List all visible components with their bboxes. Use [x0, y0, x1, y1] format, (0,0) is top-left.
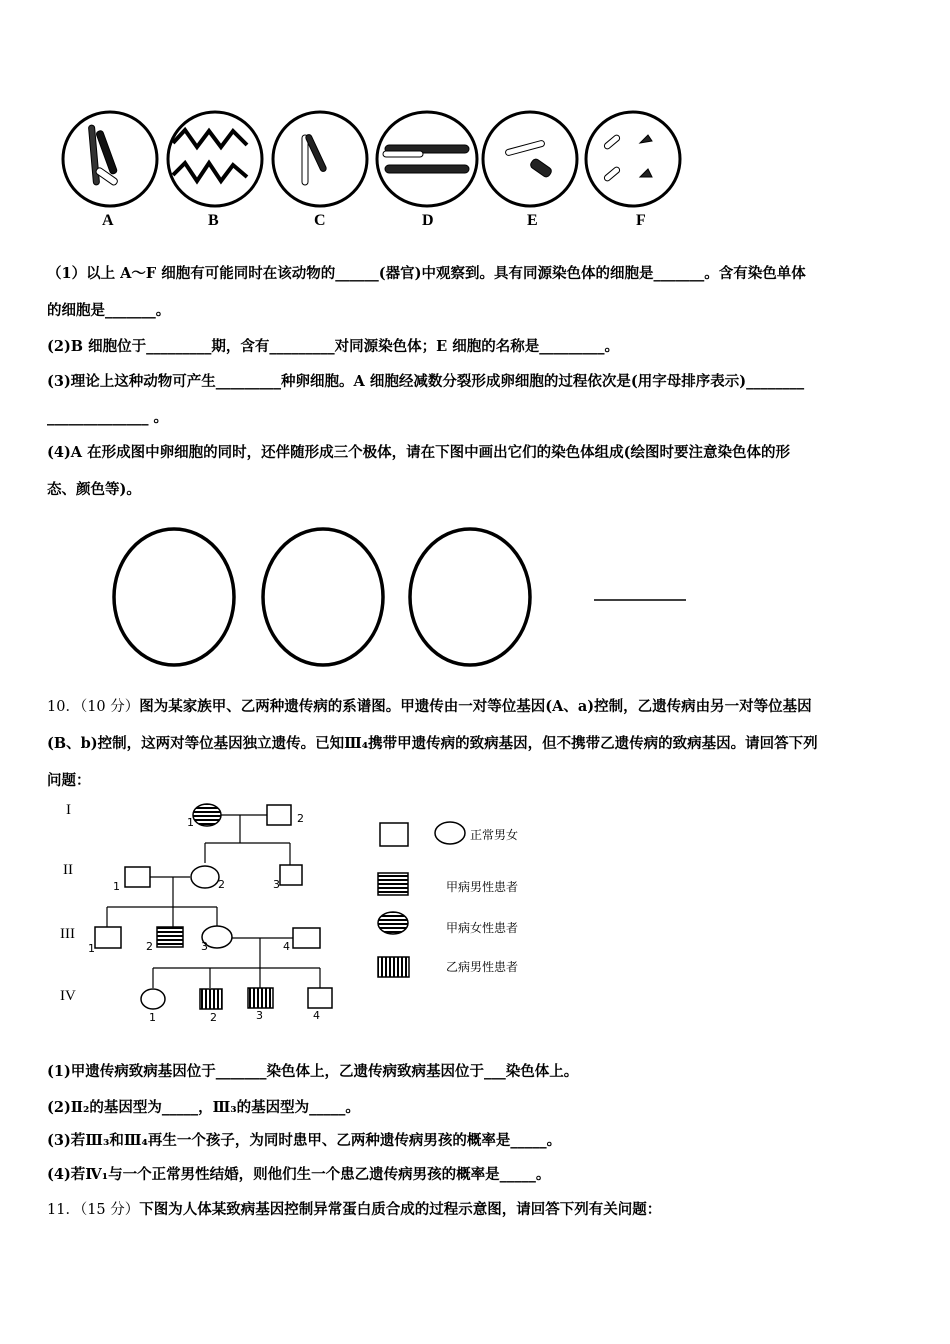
cell-circles	[55, 105, 695, 215]
legend-jia-female-label: 甲病女性患者	[446, 921, 519, 935]
num-IV1: 1	[149, 1011, 156, 1024]
num-III1: 1	[88, 942, 95, 955]
pedigree-II3-male	[280, 865, 302, 885]
pedigree-I1-female-jia	[193, 804, 221, 826]
q10-part1: (1)甲遗传病致病基因位于_______染色体上，乙遗传病致病基因位于___染色体上。	[47, 1063, 579, 1080]
q11-number: 11．（15 分）	[47, 1202, 140, 1218]
pedigree-II1-male	[125, 867, 150, 887]
q10-intro-line2: (B、b)控制，这两对等位基因独立遗传。已知Ⅲ₄携带甲遗传病的致病基因，但不携带乙遗传病的致病基因。请回答下列	[47, 735, 818, 752]
num-I2: 2	[297, 812, 304, 825]
legend-normal-female-icon	[435, 822, 465, 844]
legend-normal-label: 正常男女	[470, 828, 519, 842]
cell-d	[377, 112, 477, 206]
cell-f	[586, 112, 680, 206]
legend-jia-male-label: 甲病男性患者	[446, 880, 519, 894]
num-IV2: 2	[210, 1011, 217, 1024]
num-IV3: 3	[256, 1009, 263, 1022]
q9-part4-line2: 态、颜色等)。	[47, 481, 141, 498]
legend-normal-male-icon	[380, 823, 408, 846]
pedigree-III2-male-jia	[157, 927, 183, 947]
generation-label-I: I	[66, 802, 71, 818]
pedigree-III1-male	[95, 927, 121, 948]
blank-drawing-area	[110, 525, 700, 670]
pedigree-II2-female	[191, 866, 219, 888]
pedigree-I2-male	[267, 805, 291, 825]
q11-intro-text: 下图为人体某致病基因控制异常蛋白质合成的过程示意图，请回答下列有关问题：	[139, 1201, 662, 1218]
q9-part1-line1: （1）以上 A～F 细胞有可能同时在该动物的______(器官)中观察到。具有同源染色体的细胞是_______。含有染色单体	[47, 265, 806, 282]
q10-intro-line1	[47, 695, 812, 716]
q10-number: 10．（10 分）	[47, 699, 140, 715]
pedigree-IV2-male-yi	[200, 989, 222, 1009]
legend-yi-male-label: 乙病男性患者	[446, 960, 519, 974]
cell-e	[483, 112, 577, 206]
num-III4: 4	[283, 940, 290, 953]
pedigree-IV3-male-yi	[248, 988, 273, 1008]
q9-part3-line2: ______________ 。	[47, 409, 169, 426]
legend-jia-male-icon	[378, 873, 408, 895]
num-II1: 1	[113, 880, 120, 893]
cell-label-e: E	[527, 212, 538, 229]
q9-part2: (2)B 细胞位于_________期，含有_________对同源染色体；E 细胞的名称是_________。	[47, 338, 619, 355]
blank-circle-2	[263, 529, 383, 665]
num-III3: 3	[201, 940, 208, 953]
legend-yi-male-icon	[378, 957, 409, 977]
q9-part4-line1: (4)A 在形成图中卵细胞的同时，还伴随形成三个极体，请在下图中画出它们的染色体组成(绘图时要注意染色体的形	[47, 444, 790, 461]
q10-intro-text: 图为某家族甲、乙两种遗传病的系谱图。甲遗传由一对等位基因(A、a)控制，乙遗传病由另一对等位基因	[139, 698, 812, 715]
q9-part3-line1: (3)理论上这种动物可产生_________种卵细胞。A 细胞经减数分裂形成卵细胞的过程依次是(用字母排序表示)________	[47, 373, 805, 390]
generation-label-III: III	[60, 926, 75, 942]
pedigree-legend	[378, 822, 465, 977]
q10-part2: (2)Ⅱ₂的基因型为_____，Ⅲ₃的基因型为_____。	[47, 1099, 360, 1116]
q10-part4: (4)若Ⅳ₁与一个正常男性结婚，则他们生一个患乙遗传病男孩的概率是_____。	[47, 1166, 551, 1183]
q11-intro	[47, 1198, 661, 1219]
generation-label-II: II	[63, 862, 73, 878]
num-I1: 1	[187, 816, 194, 829]
pedigree-IV1-female	[141, 989, 165, 1009]
legend-jia-female-icon	[378, 912, 408, 934]
cell-b	[168, 112, 262, 206]
q10-intro-line3: 问题：	[47, 772, 91, 789]
q10-part3: (3)若Ⅲ₃和Ⅲ₄再生一个孩子，为同时患甲、乙两种遗传病男孩的概率是_____。	[47, 1132, 562, 1149]
num-III2: 2	[146, 940, 153, 953]
cell-label-c: C	[314, 212, 326, 229]
num-IV4: 4	[313, 1009, 320, 1022]
cell-label-f: F	[636, 212, 646, 229]
pedigree-IV4-male	[308, 988, 332, 1008]
q9-part1-line2: 的细胞是_______。	[47, 302, 171, 319]
num-II3: 3	[273, 878, 280, 891]
cell-label-d: D	[422, 212, 434, 229]
pedigree-III4-male	[293, 928, 320, 948]
blank-circle-3	[410, 529, 530, 665]
num-II2: 2	[218, 878, 225, 891]
blank-circle-1	[114, 529, 234, 665]
generation-label-IV: IV	[60, 988, 76, 1004]
cell-label-a: A	[102, 212, 114, 229]
cell-label-b: B	[208, 212, 219, 229]
